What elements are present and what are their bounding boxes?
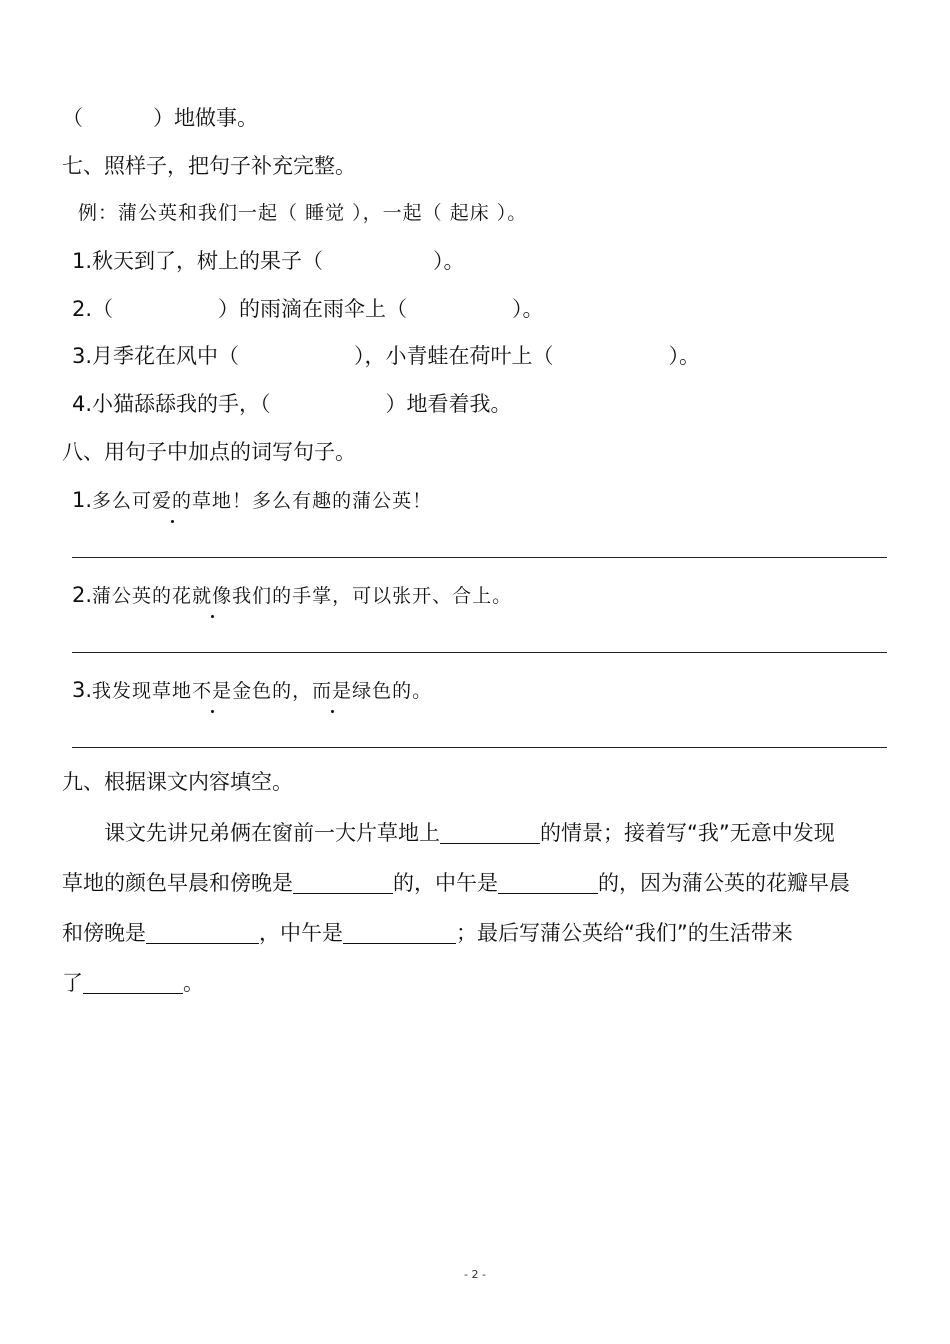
s9-l2-text-c: 的，因为蒲公英的花瓣早晨 bbox=[598, 871, 850, 895]
s9-l2-text-a: 草地的颜色早晨和傍晚是 bbox=[62, 871, 293, 895]
q1-sentence-a: 多么可爱的草地！ bbox=[92, 486, 252, 516]
q3-number: 3. bbox=[72, 678, 93, 702]
example-end: ）。 bbox=[496, 202, 528, 224]
item-1-end: ）。 bbox=[433, 249, 465, 273]
q2-number: 2. bbox=[72, 583, 93, 607]
top-line-tail: 地做事。 bbox=[174, 106, 258, 130]
example-mid: ），一起（ bbox=[352, 202, 443, 224]
q3-part-a: 我发现草地 bbox=[92, 680, 193, 702]
section-7-example bbox=[78, 198, 527, 228]
s9-l4-text-b: 。 bbox=[183, 971, 204, 995]
q2-dotted-word: 就像 bbox=[192, 581, 232, 611]
s9-blank-4[interactable] bbox=[146, 921, 259, 944]
q2-part-a: 蒲公英的花 bbox=[92, 585, 193, 607]
section-8-heading: 八、用句子中加点的词写句子。 bbox=[62, 440, 356, 464]
q3-dotted-word-2: 而是 bbox=[312, 676, 352, 706]
open-paren: （ bbox=[62, 106, 83, 130]
section-7-heading: 七、照样子，把句子补充完整。 bbox=[62, 154, 356, 178]
q1-sentence-b: 多么有趣的蒲公英！ bbox=[252, 490, 433, 512]
item-2-mid: ）的雨滴在雨伞上（ bbox=[218, 297, 408, 321]
section-7-item-4 bbox=[72, 389, 512, 419]
s9-blank-2[interactable] bbox=[293, 871, 393, 894]
s9-blank-1[interactable] bbox=[440, 821, 540, 844]
q3-dotted-word-1: 不是 bbox=[192, 676, 232, 706]
s9-l1-text-b: 的情景；接着写“我”无意中发现 bbox=[540, 821, 835, 845]
section-8-q1 bbox=[72, 485, 432, 516]
q3-part-c: 金色的， bbox=[232, 680, 313, 702]
example-word-1: 睡觉 bbox=[305, 202, 346, 224]
section-7-item-3 bbox=[72, 341, 700, 371]
item-4-end: ）地看着我。 bbox=[385, 392, 512, 416]
answer-line-2[interactable] bbox=[72, 652, 887, 653]
q1-number: 1. bbox=[72, 488, 93, 512]
section-7-item-2 bbox=[72, 294, 544, 324]
example-word-2: 起床 bbox=[449, 202, 490, 224]
top-line bbox=[62, 103, 258, 133]
s9-l3-text-b: ，中午是 bbox=[259, 921, 343, 945]
item-3-mid: ），小青蛙在荷叶上（ bbox=[354, 344, 554, 368]
q2-part-c: 我们的手掌，可以张开、合上。 bbox=[232, 585, 513, 607]
s9-line-2 bbox=[62, 858, 892, 908]
item-2-start: 2.（ bbox=[72, 297, 114, 321]
s9-l3-text-c: ；最后写蒲公英给“我们”的生活带来 bbox=[456, 921, 793, 945]
section-8-q3 bbox=[72, 675, 432, 706]
item-3-end: ）。 bbox=[668, 344, 701, 368]
section-8-q2 bbox=[72, 580, 512, 611]
item-3-start: 3.月季花在风中（ bbox=[72, 344, 240, 368]
close-paren: ） bbox=[153, 106, 174, 130]
s9-l4-text-a: 了 bbox=[62, 971, 83, 995]
s9-l1-text-a: 课文先讲兄弟俩在窗前一大片草地上 bbox=[104, 821, 440, 845]
answer-line-3[interactable] bbox=[72, 747, 887, 748]
answer-line-1[interactable] bbox=[72, 557, 887, 558]
s9-l3-text-a: 和傍晚是 bbox=[62, 921, 146, 945]
example-prefix: 例：蒲公英和我们一起（ bbox=[78, 202, 299, 224]
item-2-end: ）。 bbox=[512, 297, 544, 321]
section-7-item-1 bbox=[72, 246, 465, 276]
q3-part-e: 绿色的。 bbox=[352, 680, 433, 702]
s9-blank-6[interactable] bbox=[83, 971, 183, 994]
s9-line-1 bbox=[62, 808, 892, 858]
item-4-start: 4.小猫舔舔我的手，（ bbox=[72, 392, 271, 416]
item-1-start: 1.秋天到了，树上的果子（ bbox=[72, 249, 324, 273]
s9-blank-5[interactable] bbox=[343, 921, 456, 944]
s9-l2-text-b: 的，中午是 bbox=[393, 871, 498, 895]
section-9-paragraph bbox=[62, 808, 892, 1008]
page-number: - 2 - bbox=[464, 1268, 486, 1281]
s9-line-3 bbox=[62, 908, 892, 958]
section-9-heading: 九、根据课文内容填空。 bbox=[62, 770, 293, 794]
s9-blank-3[interactable] bbox=[498, 871, 598, 894]
s9-line-4 bbox=[62, 958, 892, 1008]
